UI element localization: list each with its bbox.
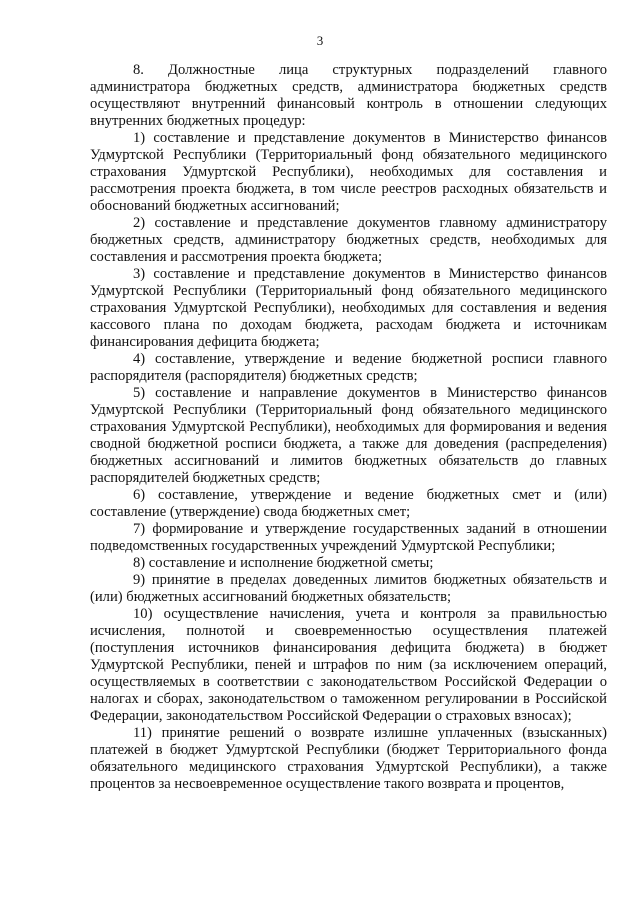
list-item-9: 9) принятие в пределах доведенных лимитов бюджетных обязательств и (или) бюджетных ассигнований бюджетных обязательств; [90, 572, 607, 605]
list-item-3: 3) составление и представление документов в Министерство финансов Удмуртской Республики (Территориальный фонд обязательного медицинского страхования Удмуртской Республики), необходимых для составления и ведения кассового плана по доходам бюджета, расходам бюджета и источникам финансирования дефицита бюджета; [90, 266, 607, 350]
list-item-8: 8) составление и исполнение бюджетной сметы; [133, 555, 434, 571]
list-item-6: 6) составление, утверждение и ведение бюджетных смет и (или) составление (утверждение) свода бюджетных смет; [90, 487, 607, 520]
list-item-5: 5) составление и направление документов в Министерство финансов Удмуртской Республики (Территориальный фонд обязательного медицинского страхования Удмуртской Республики), необходимых для формирования и ведения сводной бюджетной росписи бюджета, а также для доведения (распределения) бюджетных ассигнований и лимитов бюджетных обязательств до главных распорядителей бюджетных средств; [90, 385, 607, 486]
list-item-7: 7) формирование и утверждение государственных заданий в отношении подведомственных государственных учреждений Удмуртской Республики; [90, 521, 607, 554]
list-item-2: 2) составление и представление документов главному администратору бюджетных средств, администратору бюджетных средств, необходимых для составления и рассмотрения проекта бюджета; [90, 215, 607, 265]
list-item-11: 11) принятие решений о возврате излишне уплаченных (взысканных) платежей в бюджет Удмуртской Республики (бюджет Территориального фонда обязательного медицинского страхования Удмуртской Республики), а также процентов за несвоевременное осуществление такого возврата и процентов, [90, 725, 607, 792]
list-item-4: 4) составление, утверждение и ведение бюджетной росписи главного распорядителя (распорядителя) бюджетных средств; [90, 351, 607, 384]
list-item-1: 1) составление и представление документов в Министерство финансов Удмуртской Республики (Территориальный фонд обязательного медицинского страхования Удмуртской Республики), необходимых для составления и рассмотрения проекта бюджета, в том числе реестров расходных обязательств и обоснований бюджетных ассигнований; [90, 130, 607, 214]
list-item-10: 10) осуществление начисления, учета и контроля за правильностью исчисления, полнотой и своевременностью осуществления платежей (поступления источников финансирования дефицита бюджета) в бюджет Удмуртской Республики, пеней и штрафов по ним (за исключением операций, осуществляемых в соответствии с законодательством Российской Федерации о налогах и сборах, законодательством о таможенном регулировании в Российской Федерации, законодательством Российской Федерации о страховых взносах); [90, 606, 607, 724]
paragraph-intro: 8. Должностные лица структурных подразделений главного администратора бюджетных средств, администратора бюджетных средств осуществляют внутренний финансовый контроль в отношении следующих внутренних бюджетных процедур: [90, 62, 607, 129]
page-number: 3 [316, 33, 324, 48]
document-body [90, 62, 607, 793]
